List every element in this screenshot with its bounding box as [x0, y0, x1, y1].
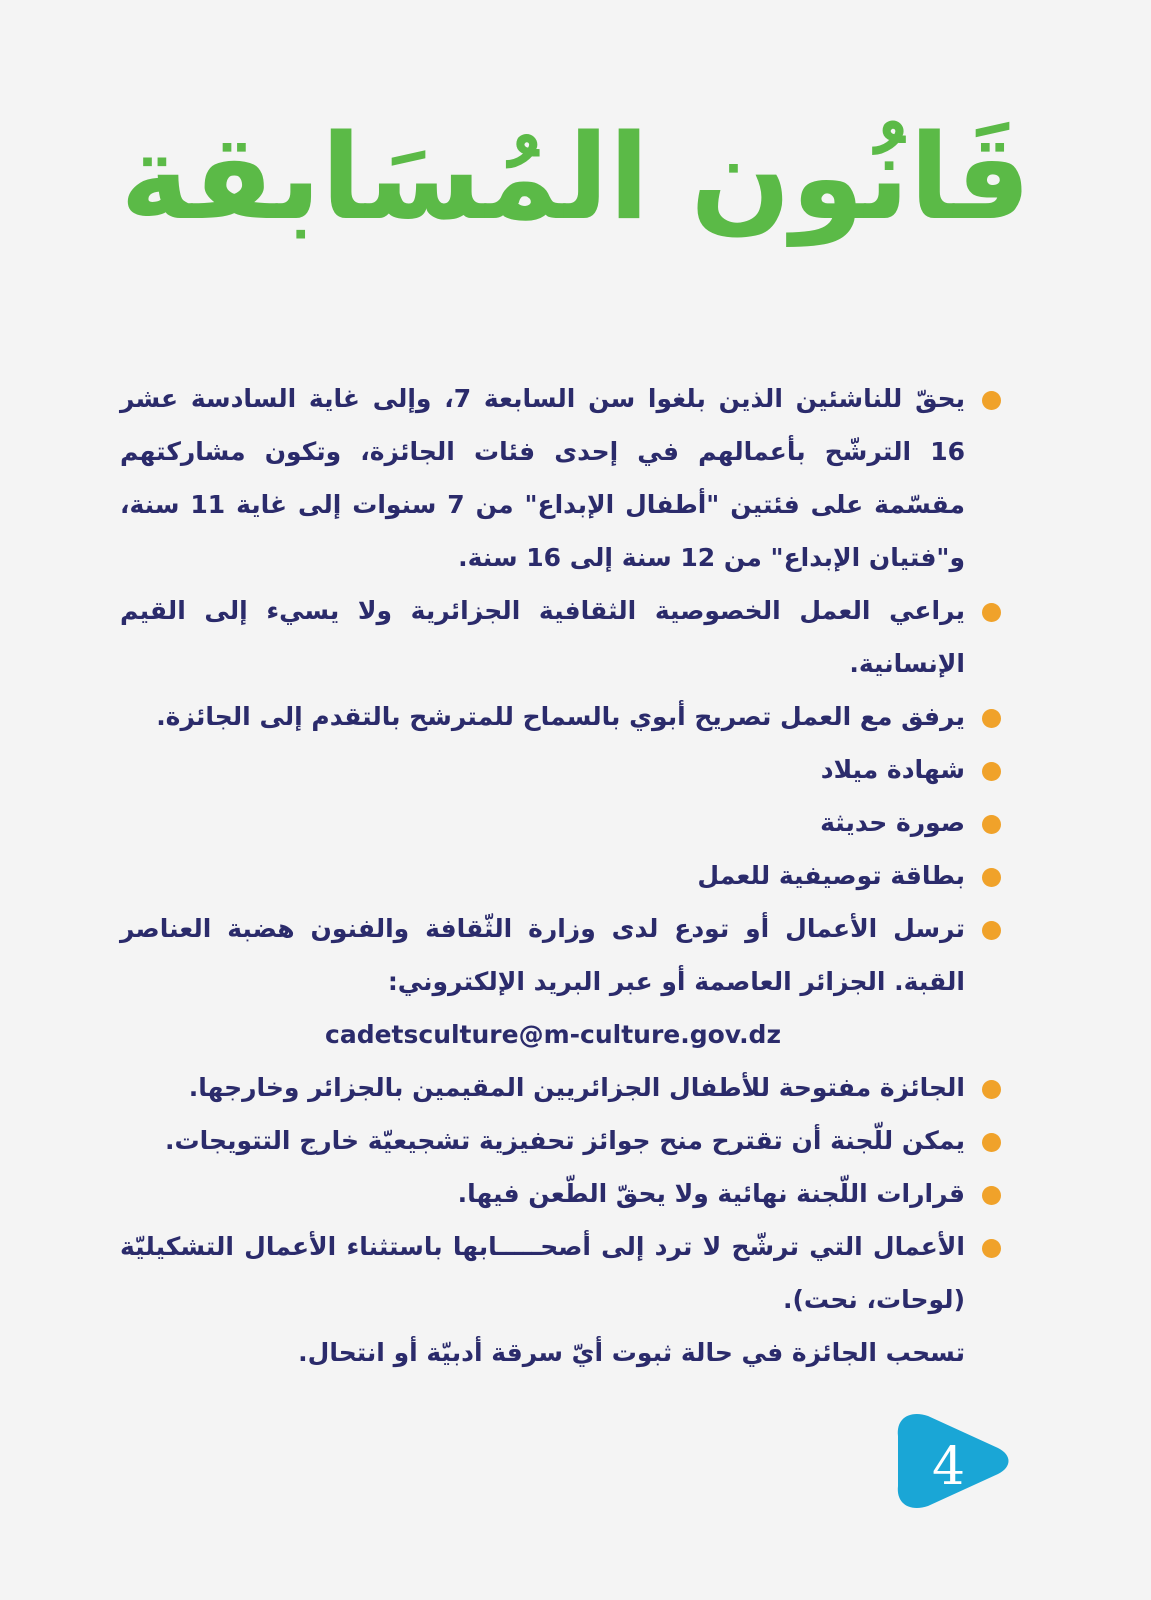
rule-culture [120, 584, 1001, 690]
bullet-icon [982, 1080, 1001, 1099]
rule-text: يحقّ للناشئين الذين بلغوا سن السابعة 7، وإلى غاية السادسة عشر 16 الترشّح بأعمالهم في إحدى فئات الجائزة، وتكون مشاركتهم مقسّمة على فئتين "أطفال الإبداع" من 7 سنوات إلى غاية 11 سنة، و"فتيان الإبداع" من 12 سنة إلى 16 سنة. [120, 384, 966, 572]
rule-permission [120, 690, 1001, 743]
bullet-icon [982, 1186, 1001, 1205]
bullet-icon [982, 868, 1001, 887]
play-shape-icon [888, 1408, 1012, 1514]
rule-text: صورة حديثة [820, 808, 965, 837]
rule-encouragement [120, 1114, 1001, 1167]
email-link[interactable]: cadetsculture@m-culture.gov.dz [325, 1020, 782, 1049]
bullet-icon [982, 815, 1001, 834]
rule-photo [120, 796, 1001, 849]
rule-text: يمكن للّجنة أن تقترح منح جوائز تحفيزية تشجيعيّة خارج التتويجات. [165, 1126, 965, 1155]
bullet-icon [982, 921, 1001, 940]
rule-text: الأعمال التي ترشّح لا ترد إلى أصحـــــابها باستثناء الأعمال التشكيليّة (لوحات، نحت). [120, 1232, 965, 1314]
rule-open-prize [120, 1061, 1001, 1114]
rule-text: ترسل الأعمال أو تودع لدى وزارة الثّقافة والفنون هضبة العناصر القبة. الجزائر العاصمة أو عبر البريد الإلكتروني: [120, 914, 965, 996]
rule-works-return [120, 1220, 1001, 1326]
rule-text: بطاقة توصيفية للعمل [697, 861, 965, 890]
bullet-icon [982, 603, 1001, 622]
rule-text: يرفق مع العمل تصريح أبوي بالسماح للمترشح بالتقدم إلى الجائزة. [156, 702, 965, 731]
rule-submission [120, 902, 1001, 1008]
bullet-icon [982, 1239, 1001, 1258]
closing-note: تسحب الجائزة في حالة ثبوت أيّ سرقة أدبيّة أو انتحال. [298, 1338, 965, 1367]
rule-text: يراعي العمل الخصوصية الثقافية الجزائرية ولا يسيء إلى القيم الإنسانية. [120, 596, 965, 678]
rule-text: الجائزة مفتوحة للأطفال الجزائريين المقيمين بالجزائر وخارجها. [188, 1073, 965, 1102]
rule-text: شهادة ميلاد [820, 755, 965, 784]
rule-eligibility [120, 372, 1001, 584]
rule-text: قرارات اللّجنة نهائية ولا يحقّ الطّعن فيها. [457, 1179, 965, 1208]
page-number: 4 [932, 1437, 966, 1497]
bullet-icon [982, 762, 1001, 781]
bullet-icon [982, 391, 1001, 410]
page-number-badge [888, 1408, 1012, 1514]
bullet-icon [982, 1133, 1001, 1152]
rules-list [120, 372, 1001, 1379]
rule-final-decisions [120, 1167, 1001, 1220]
rule-birth-cert [120, 743, 1001, 796]
bullet-icon [982, 709, 1001, 728]
rule-description-card [120, 849, 1001, 902]
page-title: قَانُون المُسَابقة [120, 108, 1031, 246]
